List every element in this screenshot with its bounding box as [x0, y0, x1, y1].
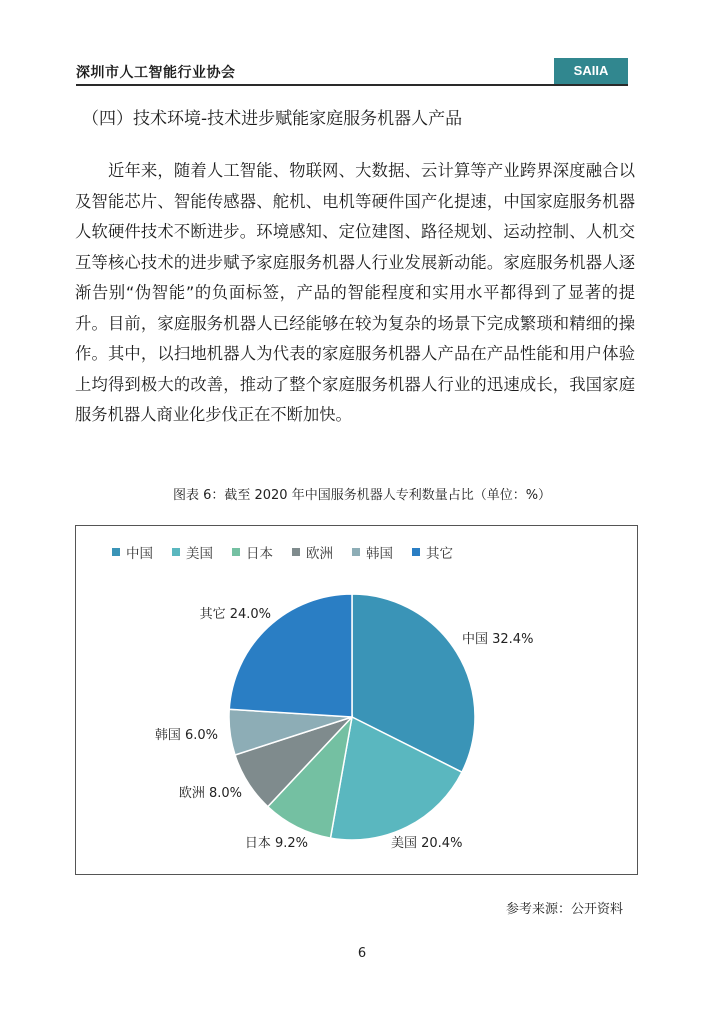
source-note: 参考来源：公开资料 [505, 902, 623, 917]
pie-data-label: 日本 9.2% [244, 836, 308, 851]
page-number: 6 [357, 946, 367, 961]
section-title: （四）技术环境-技术进步赋能家庭服务机器人产品 [82, 109, 463, 129]
figure-caption: 图表 6：截至 2020 年中国服务机器人专利数量占比（单位：%） [172, 488, 552, 503]
legend-label: 中国 [126, 546, 153, 562]
pie-data-label: 韩国 6.0% [154, 728, 218, 743]
pie-data-label: 其它 24.0% [199, 607, 271, 622]
legend-label: 日本 [246, 546, 273, 562]
legend-label: 其它 [426, 546, 453, 562]
legend-label: 韩国 [366, 546, 393, 562]
pie-data-label: 美国 20.4% [391, 836, 463, 851]
body-paragraph: 近年来，随着人工智能、物联网、大数据、云计算等产业跨界深度融合以及智能芯片、智能传感器、舵机、电机等硬件国产化提速，中国家庭服务机器人软硬件技术不断进步。环境感知、定位建图、路径规划、运动控制、人机交互等核心技术的进步赋予家庭服务机器人行业发展新动能。家庭服务机器人逐渐告别“伪智能”的负面标签，产品的智能程度和实用水平都得到了显著的提升。目前，家庭服务机器人已经能够在较为复杂的场景下完成繁琐和精细的操作。其中，以扫地机器人为代表的家庭服务机器人产品在产品性能和用户体验上均得到极大的改善，推动了整个家庭服务机器人行业的迅速成长，我国家庭服务机器人商业化步伐正在不断加快。 [75, 161, 635, 424]
pie-data-label: 中国 32.4% [462, 632, 534, 647]
pie-data-label: 欧洲 8.0% [178, 786, 242, 801]
org-name: 深圳市人工智能行业协会 [76, 65, 236, 81]
legend-label: 美国 [186, 546, 213, 562]
org-badge: SAIIA [554, 58, 628, 84]
legend-label: 欧洲 [306, 546, 333, 562]
